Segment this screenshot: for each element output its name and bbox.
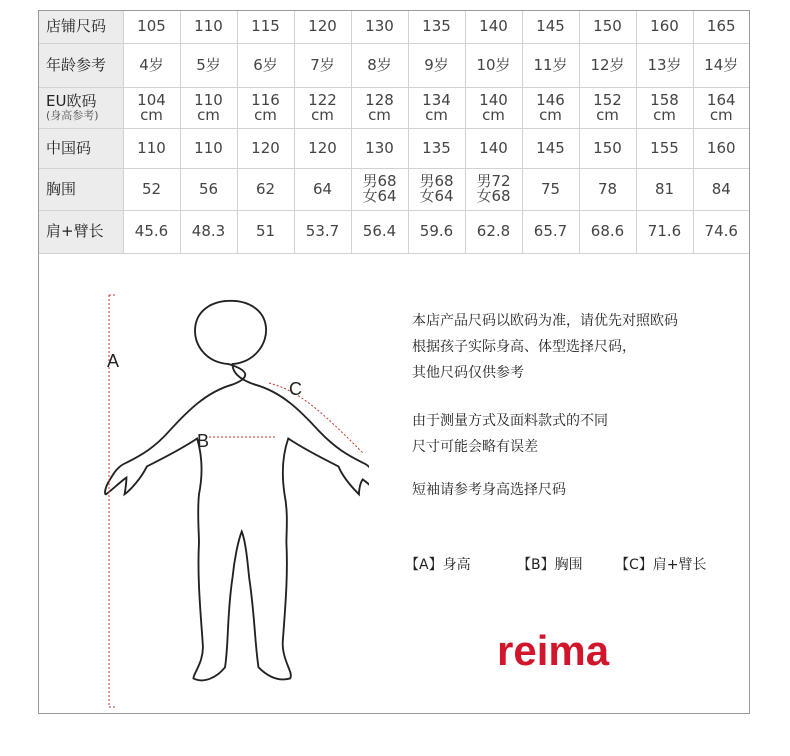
note-line: 本店产品尺码以欧码为准，请优先对照欧码 <box>412 313 678 329</box>
table-cell: 146 cm <box>522 87 579 128</box>
table-cell: 59.6 <box>408 210 465 253</box>
table-cell: 78 <box>579 168 636 210</box>
table-cell: 男68 女64 <box>351 168 408 210</box>
table-cell: 110 cm <box>180 87 237 128</box>
table-cell: 74.6 <box>693 210 749 253</box>
child-body-diagram <box>99 291 369 711</box>
table-cell: 128 cm <box>351 87 408 128</box>
table-cell: 110 <box>180 128 237 168</box>
table-cell: 男72 女68 <box>465 168 522 210</box>
table-cell: 145 <box>522 128 579 168</box>
table-cell: 165 <box>693 11 749 43</box>
row-label: 店铺尺码 <box>39 11 123 43</box>
table-row <box>39 210 749 253</box>
label-a: A <box>107 351 120 371</box>
body-outline <box>105 301 369 681</box>
label-b: B <box>197 431 210 451</box>
table-cell: 62.8 <box>465 210 522 253</box>
row-label: 肩+臂长 <box>39 210 123 253</box>
table-cell: 75 <box>522 168 579 210</box>
table-cell: 160 <box>636 11 693 43</box>
table-cell: 65.7 <box>522 210 579 253</box>
table-cell: 115 <box>237 11 294 43</box>
table-cell: 53.7 <box>294 210 351 253</box>
table-cell: 62 <box>237 168 294 210</box>
note-block-1 <box>412 308 678 386</box>
size-table <box>39 11 749 254</box>
table-cell: 81 <box>636 168 693 210</box>
table-cell: 71.6 <box>636 210 693 253</box>
note-line: 其他尺码仅供参考 <box>412 365 524 381</box>
table-cell: 134 cm <box>408 87 465 128</box>
table-cell: 122 cm <box>294 87 351 128</box>
table-cell: 14岁 <box>693 43 749 87</box>
table-row <box>39 43 749 87</box>
row-label: 胸围 <box>39 168 123 210</box>
table-cell: 140 <box>465 128 522 168</box>
table-cell: 140 cm <box>465 87 522 128</box>
note-block-3 <box>412 477 566 503</box>
table-cell: 男68 女64 <box>408 168 465 210</box>
table-cell: 48.3 <box>180 210 237 253</box>
shoulder-arm-dashed-line <box>269 383 363 453</box>
table-cell: 145 <box>522 11 579 43</box>
note-line: 短袖请参考身高选择尺码 <box>412 482 566 498</box>
table-cell: 51 <box>237 210 294 253</box>
table-cell: 130 <box>351 11 408 43</box>
size-chart-sheet <box>38 10 750 714</box>
table-cell: 8岁 <box>351 43 408 87</box>
table-cell: 104 cm <box>123 87 180 128</box>
table-row <box>39 87 749 128</box>
table-cell: 13岁 <box>636 43 693 87</box>
note-line: 尺寸可能会略有误差 <box>412 439 538 455</box>
table-cell: 152 cm <box>579 87 636 128</box>
legend-a: 【A】身高 <box>405 557 471 573</box>
table-row <box>39 11 749 43</box>
label-c: C <box>289 379 302 399</box>
table-row <box>39 128 749 168</box>
table-cell: 10岁 <box>465 43 522 87</box>
legend-c: 【C】肩+臂长 <box>615 557 707 573</box>
table-cell: 45.6 <box>123 210 180 253</box>
table-cell: 84 <box>693 168 749 210</box>
table-cell: 116 cm <box>237 87 294 128</box>
legend-b: 【B】胸围 <box>517 557 583 573</box>
note-line: 由于测量方式及面料款式的不同 <box>412 413 608 429</box>
table-cell: 105 <box>123 11 180 43</box>
table-cell: 9岁 <box>408 43 465 87</box>
table-cell: 5岁 <box>180 43 237 87</box>
table-cell: 6岁 <box>237 43 294 87</box>
row-label: 年龄参考 <box>39 43 123 87</box>
table-cell: 120 <box>294 128 351 168</box>
table-cell: 56.4 <box>351 210 408 253</box>
table-row <box>39 168 749 210</box>
table-cell: 11岁 <box>522 43 579 87</box>
note-block-2 <box>412 408 608 460</box>
table-cell: 135 <box>408 11 465 43</box>
table-cell: 52 <box>123 168 180 210</box>
table-cell: 158 cm <box>636 87 693 128</box>
table-cell: 64 <box>294 168 351 210</box>
table-cell: 150 <box>579 11 636 43</box>
table-cell: 164 cm <box>693 87 749 128</box>
row-label: EU欧码 (身高参考) <box>39 87 123 128</box>
table-cell: 68.6 <box>579 210 636 253</box>
table-cell: 140 <box>465 11 522 43</box>
table-cell: 130 <box>351 128 408 168</box>
table-cell: 160 <box>693 128 749 168</box>
table-cell: 7岁 <box>294 43 351 87</box>
table-cell: 12岁 <box>579 43 636 87</box>
table-cell: 150 <box>579 128 636 168</box>
table-cell: 120 <box>237 128 294 168</box>
table-cell: 110 <box>123 128 180 168</box>
table-cell: 155 <box>636 128 693 168</box>
note-line: 根据孩子实际身高、体型选择尺码， <box>412 339 636 355</box>
row-label: 中国码 <box>39 128 123 168</box>
table-cell: 120 <box>294 11 351 43</box>
table-cell: 56 <box>180 168 237 210</box>
table-cell: 4岁 <box>123 43 180 87</box>
table-cell: 135 <box>408 128 465 168</box>
reima-logo: reima <box>497 627 610 674</box>
table-cell: 110 <box>180 11 237 43</box>
